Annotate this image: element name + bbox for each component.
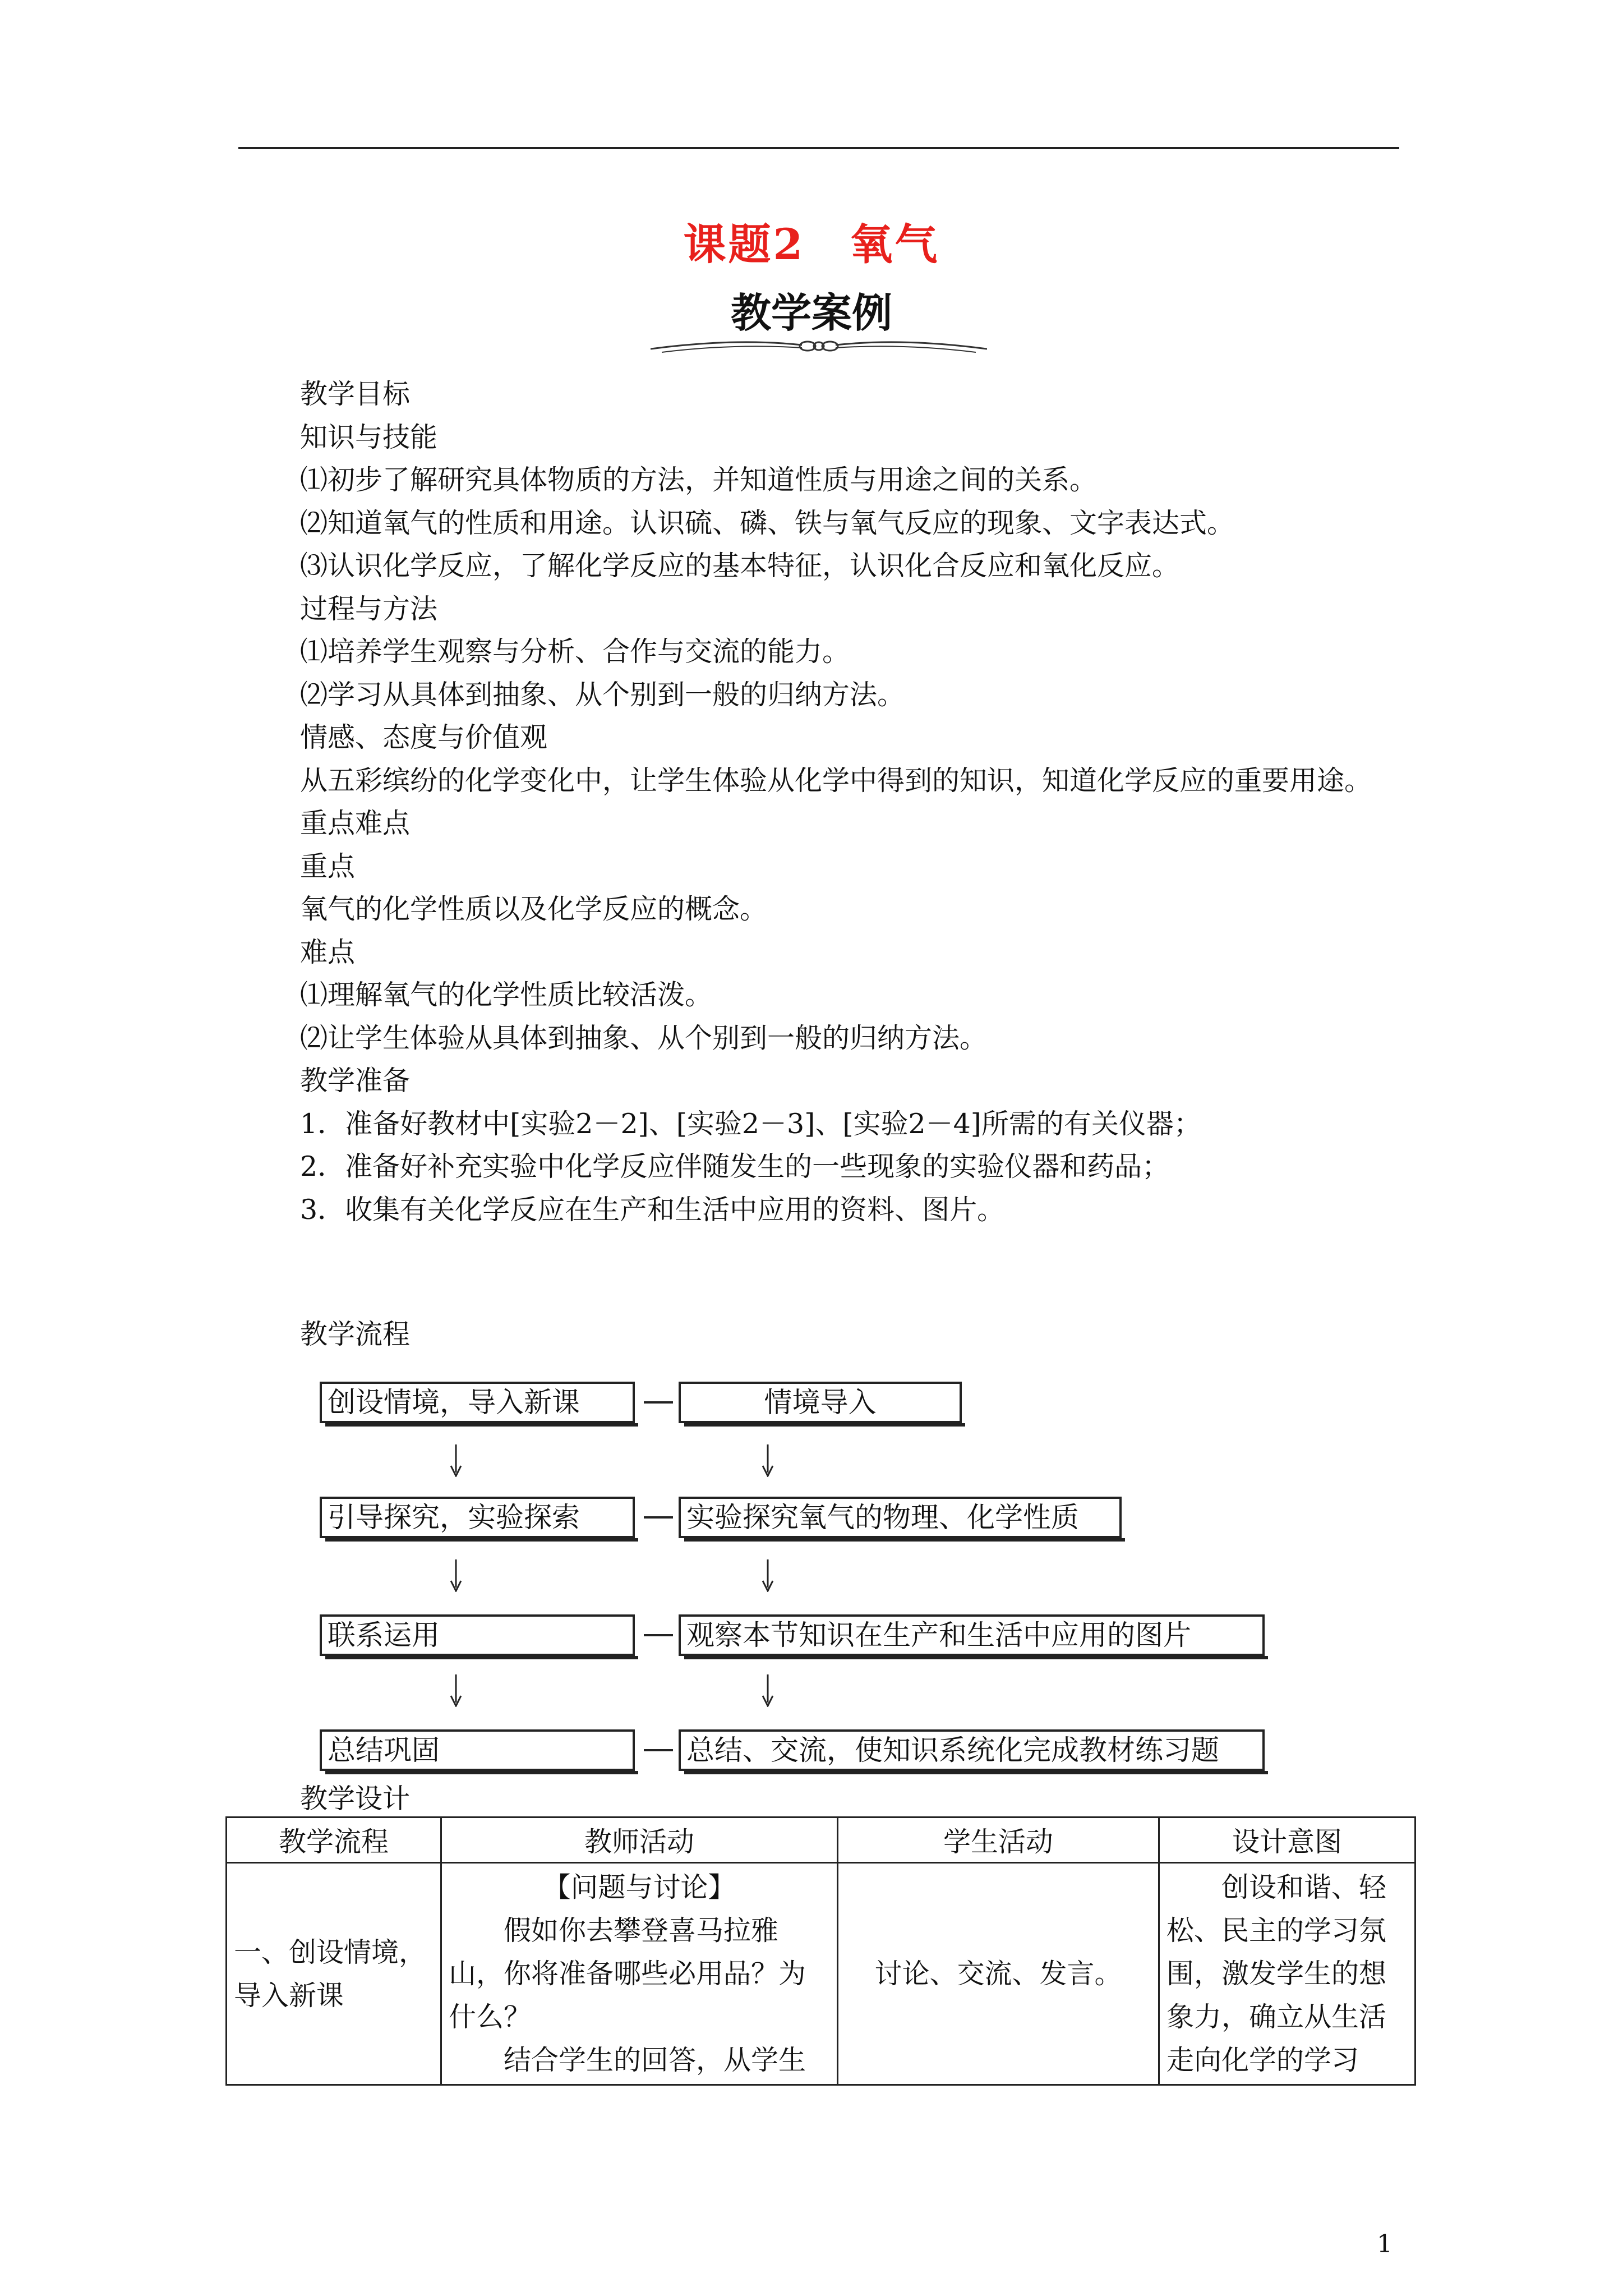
cell-line: 创设和谐、轻 [1166,1871,1387,1903]
design-table [225,1816,1416,2086]
text-line: 难点 [300,936,356,968]
column-header: 学生活动 [838,1818,1159,1863]
column-header: 教学流程 [227,1818,441,1863]
cell-line: 象力，确立从生活 [1166,2001,1387,2033]
text-line: 重点 [300,850,356,882]
down-arrow-icon [448,1444,464,1477]
flow-step-left: 联系运用 [320,1614,635,1656]
cell-line: 山，你将准备哪些必用品？为 [449,1958,806,1990]
flow-connector [644,1401,673,1404]
cell-line: 什么？ [449,2001,532,2033]
text-line: 1．准备好教材中[实验2－2]、[实验2－3]、[实验2－4]所需的有关仪器； [300,1107,1201,1140]
table-header-row [227,1818,1415,1863]
flow-step-right: 总结、交流，使知识系统化完成教材练习题 [679,1729,1265,1771]
down-arrow-icon [759,1559,776,1592]
column-header: 教师活动 [441,1818,838,1863]
cell-line: 导入新课 [234,1979,344,2012]
down-arrow-icon [759,1444,776,1477]
flow-connector [644,1749,673,1751]
text-line: 2．准备好补充实验中化学反应伴随发生的一些现象的实验仪器和药品； [300,1151,1170,1182]
cell-line: 围，激发学生的想 [1166,1958,1387,1990]
table-row [227,1863,1415,2085]
text-line: ⑴理解氧气的化学性质比较活泼。 [300,979,713,1011]
cell-line: 结合学生的回答，从学生 [449,2044,806,2076]
text-line: 过程与方法 [300,592,438,625]
design-heading: 教学设计 [300,1783,411,1815]
text-line: 3．收集有关化学反应在生产和生活中应用的资料、图片。 [300,1193,1005,1226]
text-line: ⑵学习从具体到抽象、从个别到一般的归纳方法。 [300,678,905,711]
cell-line: 【问题与讨论】 [543,1871,736,1903]
text-line: ⑶认识化学反应，了解化学反应的基本特征，认识化合反应和氧化反应。 [300,550,1180,582]
lesson-objectives-text [300,373,1372,1231]
text-line: ⑴培养学生观察与分析、合作与交流的能力。 [300,636,850,668]
text-line: 教学准备 [300,1065,411,1097]
student-activity-cell: 讨论、交流、发言。 [838,1863,1159,2085]
text-line: 重点难点 [300,807,411,839]
column-header: 设计意图 [1159,1818,1415,1863]
cell-line: 松、民主的学习氛 [1166,1915,1387,1947]
section-subtitle: 教学案例 [730,289,892,337]
down-arrow-icon [448,1674,464,1707]
text-line: 氧气的化学性质以及化学反应的概念。 [300,893,768,925]
flow-step-left: 创设情境，导入新课 [320,1382,635,1423]
text-line: 教学目标 [300,378,411,410]
lesson-title: 课题2 氧气 [683,219,940,269]
page-number: 1 [1377,2230,1393,2258]
flow-step-right: 实验探究氧气的物理、化学性质 [679,1497,1122,1538]
design-intent-cell [1159,1863,1415,2085]
cell-line: 一、创设情境， [234,1936,427,1968]
text-line: 情感、态度与价值观 [300,721,548,753]
text-line: 从五彩缤纷的化学变化中，让学生体验从化学中得到的知识，知道化学反应的重要用途。 [300,764,1372,797]
flow-step-right: 情境导入 [679,1382,962,1423]
down-arrow-icon [448,1559,464,1592]
text-line: ⑴初步了解研究具体物质的方法，并知道性质与用途之间的关系。 [300,464,1098,496]
text-line: ⑵让学生体验从具体到抽象、从个别到一般的归纳方法。 [300,1022,988,1054]
down-arrow-icon [759,1674,776,1707]
flow-step-left: 引导探究，实验探索 [320,1497,635,1538]
flow-step-right: 观察本节知识在生产和生活中应用的图片 [679,1614,1265,1656]
flow-connector [644,1634,673,1636]
teacher-activity-cell [441,1863,838,2085]
ornament-divider [651,331,987,359]
stage-cell [227,1863,441,2085]
cell-line: 走向化学的学习 [1166,2044,1359,2076]
cell-line: 假如你去攀登喜马拉雅 [449,1915,779,1947]
flow-connector [644,1516,673,1519]
text-line: ⑵知道氧气的性质和用途。认识硫、磷、铁与氧气反应的现象、文字表达式。 [300,507,1235,539]
header-rule [238,147,1399,149]
flow-step-left: 总结巩固 [320,1729,635,1771]
flow-heading: 教学流程 [300,1318,411,1350]
text-line: 知识与技能 [300,421,438,453]
